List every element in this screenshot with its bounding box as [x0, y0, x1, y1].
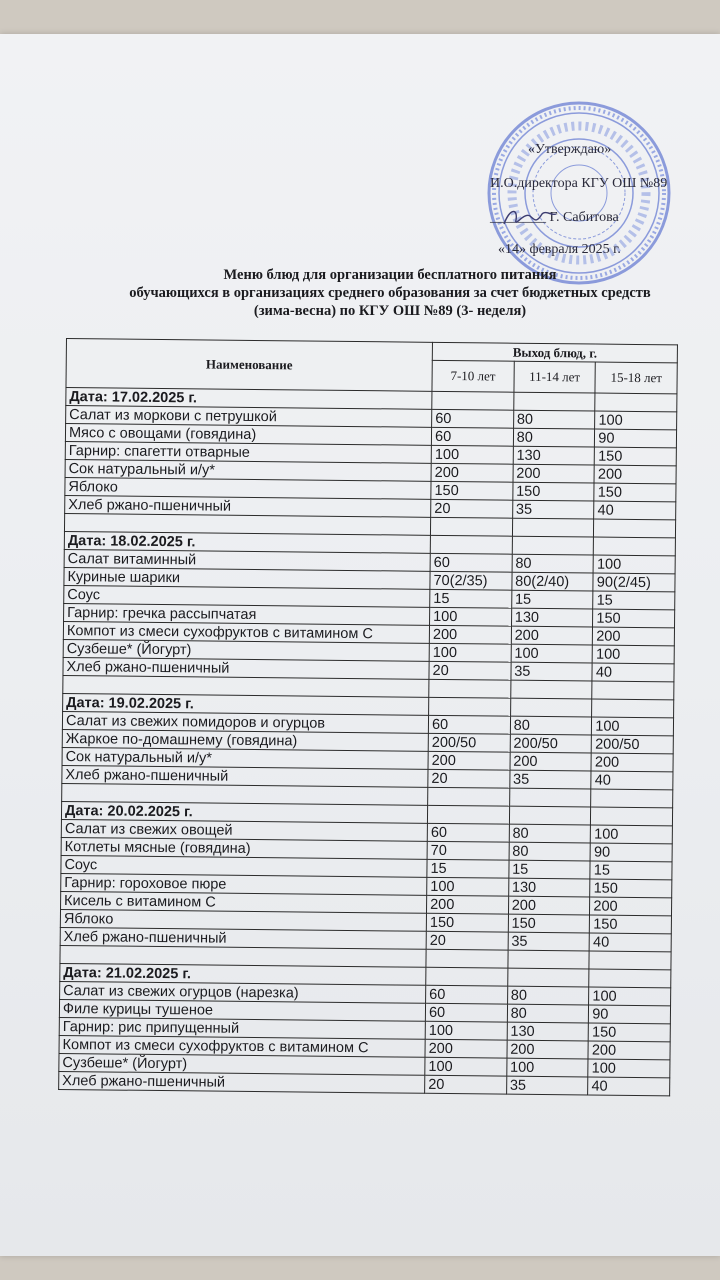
title-line-2: обучающихся в организациях среднего образования за счет бюджетных средств	[129, 285, 651, 301]
portion-value: 90	[590, 843, 672, 862]
portion-value: 100	[595, 411, 677, 430]
dish-name: Хлеб ржано-пшеничный	[60, 927, 426, 949]
portion-value: 70	[427, 841, 509, 860]
empty-cell	[509, 788, 591, 807]
portion-value: 200	[429, 625, 511, 644]
portion-value: 40	[588, 1077, 670, 1096]
dish-name: Кисель с витамином С	[61, 891, 427, 913]
portion-value: 150	[590, 915, 672, 934]
dish-name: Куриные шарики	[64, 567, 430, 589]
dish-name: Хлеб ржано-пшеничный	[65, 495, 431, 517]
portion-value: 100	[427, 877, 509, 896]
portion-value: 150	[593, 609, 675, 628]
portion-value: 15	[427, 859, 509, 878]
day-date: Дата: 21.02.2025 г.	[60, 963, 426, 985]
empty-cell	[428, 787, 510, 806]
portion-value: 100	[425, 1021, 507, 1040]
dish-name: Сок натуральный и/у*	[62, 747, 428, 769]
portion-value: 200	[591, 753, 673, 772]
portion-value: 90(2/45)	[593, 573, 675, 592]
portion-value: 200	[590, 897, 672, 916]
portion-value: 150	[595, 447, 677, 466]
empty-cell	[509, 806, 591, 825]
dish-name: Компот из смеси сухофруктов с витамином С	[59, 1035, 425, 1057]
portion-value: 35	[510, 770, 592, 789]
portion-value: 60	[426, 985, 508, 1004]
header-output: Выход блюд, г.	[432, 342, 677, 363]
portion-value: 60	[428, 715, 510, 734]
portion-value: 100	[592, 717, 674, 736]
portion-value: 35	[511, 662, 593, 681]
portion-value: 130	[507, 1022, 589, 1041]
portion-value: 100	[511, 644, 593, 663]
empty-cell	[508, 950, 590, 969]
day-date: Дата: 20.02.2025 г.	[61, 801, 427, 823]
empty-cell	[595, 393, 677, 412]
portion-value: 100	[429, 643, 511, 662]
portion-value: 130	[508, 878, 590, 897]
portion-value: 200	[513, 464, 595, 483]
portion-value: 15	[509, 860, 591, 879]
portion-value: 100	[431, 445, 513, 464]
portion-value: 20	[429, 661, 511, 680]
age-group-15-18: 15-18 лет	[595, 362, 677, 394]
portion-value: 40	[589, 933, 671, 952]
portion-value: 80	[509, 824, 591, 843]
portion-value: 100	[425, 1057, 507, 1076]
portion-value: 200	[425, 1039, 507, 1058]
dish-name: Гарнир: спагетти отварные	[65, 441, 431, 463]
dish-name: Яблоко	[65, 477, 431, 499]
empty-cell	[430, 535, 512, 554]
portion-value: 100	[506, 1058, 588, 1077]
dish-name: Хлеб ржано-пшеничный	[62, 765, 428, 787]
dish-name: Гарнир: гречка рассыпчатая	[64, 603, 430, 625]
dish-name: Сок натуральный и/у*	[65, 459, 431, 481]
empty-cell	[513, 392, 595, 411]
portion-value: 80	[512, 554, 594, 573]
empty-cell	[512, 518, 594, 537]
portion-value: 200	[431, 463, 513, 482]
portion-value: 200	[594, 465, 676, 484]
dish-name: Хлеб ржано-пшеничный	[59, 1071, 425, 1093]
portion-value: 150	[590, 879, 672, 898]
portion-value: 80	[507, 1004, 589, 1023]
portion-value: 20	[426, 931, 508, 950]
dish-name: Гарнир: гороховое пюре	[61, 873, 427, 895]
portion-value: 80	[510, 716, 592, 735]
portion-value: 200	[507, 1040, 589, 1059]
approval-caption: «Утверждаю»	[528, 142, 612, 157]
portion-value: 200	[588, 1041, 670, 1060]
approval-date: «14» февраля 2025 г.	[498, 242, 621, 257]
empty-cell	[426, 967, 508, 986]
portion-value: 90	[589, 1005, 671, 1024]
empty-cell	[429, 697, 511, 716]
dish-name: Жаркое по-домашнему (говядина)	[62, 729, 428, 751]
portion-value: 100	[430, 607, 512, 626]
portion-value: 35	[512, 500, 594, 519]
age-group-11-14: 11-14 лет	[514, 361, 596, 393]
portion-value: 35	[506, 1076, 588, 1095]
portion-value: 200	[510, 752, 592, 771]
dish-name: Салат из свежих огурцов (нарезка)	[60, 981, 426, 1003]
empty-cell	[510, 698, 592, 717]
portion-value: 80	[513, 428, 595, 447]
portion-value: 20	[431, 499, 513, 518]
empty-cell	[428, 805, 510, 824]
dish-name: Мясо с овощами (говядина)	[65, 424, 431, 446]
portion-value: 80	[507, 986, 589, 1005]
dish-name: Гарнир: рис припущенный	[59, 1017, 425, 1039]
day-date: Дата: 19.02.2025 г.	[63, 693, 429, 715]
dish-name: Салат витаминный	[64, 549, 430, 571]
portion-value: 90	[595, 429, 677, 448]
portion-value: 15	[430, 589, 512, 608]
dish-name: Сузбеше* (Йогурт)	[63, 639, 429, 661]
portion-value: 200	[508, 896, 590, 915]
handwritten-signature	[500, 202, 560, 232]
dish-name: Хлеб ржано-пшеничный	[63, 657, 429, 679]
official-stamp	[486, 100, 672, 286]
dish-name: Котлеты мясные (говядина)	[61, 837, 427, 859]
dish-name: Филе курицы тушеное	[59, 999, 425, 1021]
portion-value: 100	[591, 825, 673, 844]
empty-cell	[591, 789, 673, 808]
approval-signatory: ________ Г. Сабитова	[490, 210, 619, 225]
portion-value: 40	[594, 501, 676, 520]
portion-value: 200	[593, 627, 675, 646]
portion-value: 100	[593, 555, 675, 574]
empty-cell	[507, 968, 589, 987]
day-date: Дата: 18.02.2025 г.	[64, 531, 430, 553]
portion-value: 60	[432, 409, 514, 428]
portion-value: 40	[592, 663, 674, 682]
dish-name: Салат из свежих помидоров и огурцов	[62, 711, 428, 733]
empty-cell	[510, 680, 592, 699]
empty-cell	[589, 951, 671, 970]
portion-value: 60	[430, 553, 512, 572]
empty-cell	[592, 681, 674, 700]
portion-value: 15	[590, 861, 672, 880]
dish-name: Компот из смеси сухофруктов с витамином С	[63, 621, 429, 643]
portion-value: 200/50	[428, 733, 510, 752]
portion-value: 150	[426, 913, 508, 932]
portion-value: 40	[591, 771, 673, 790]
portion-value: 200/50	[592, 735, 674, 754]
portion-value: 150	[589, 1023, 671, 1042]
portion-value: 60	[431, 427, 513, 446]
header-name: Наименование	[66, 339, 433, 392]
portion-value: 80	[513, 410, 595, 429]
document-page	[0, 34, 720, 1256]
portion-value: 150	[508, 914, 590, 933]
dish-name: Яблоко	[60, 909, 426, 931]
title-line-1: Меню блюд для организации бесплатного питания	[223, 267, 557, 283]
approval-position: И.О.директора КГУ ОШ №89	[490, 176, 668, 191]
menu-table	[58, 338, 678, 1096]
dish-name: Сузбеше* (Йогурт)	[59, 1053, 425, 1075]
portion-value: 200/50	[510, 734, 592, 753]
empty-cell	[594, 519, 676, 538]
empty-cell	[591, 807, 673, 826]
document-title	[90, 266, 690, 320]
portion-value: 35	[508, 932, 590, 951]
dish-name: Салат из свежих овощей	[61, 819, 427, 841]
portion-value: 130	[511, 608, 593, 627]
empty-cell	[594, 537, 676, 556]
title-line-3: (зима-весна) по КГУ ОШ №89 (3- неделя)	[253, 303, 527, 319]
portion-value: 100	[589, 987, 671, 1006]
empty-cell	[431, 517, 513, 536]
portion-value: 20	[428, 769, 510, 788]
age-group-7-10: 7-10 лет	[432, 360, 514, 392]
portion-value: 150	[513, 482, 595, 501]
portion-value: 80(2/40)	[512, 572, 594, 591]
empty-cell	[512, 536, 594, 555]
dish-name: Соус	[61, 855, 427, 877]
portion-value: 200	[511, 626, 593, 645]
empty-cell	[589, 969, 671, 988]
day-date: Дата: 17.02.2025 г.	[66, 388, 432, 410]
empty-cell	[432, 391, 514, 410]
portion-value: 100	[592, 645, 674, 664]
portion-value: 80	[509, 842, 591, 861]
dish-name: Салат из моркови с петрушкой	[66, 406, 432, 428]
portion-value: 15	[593, 591, 675, 610]
empty-cell	[592, 699, 674, 718]
portion-value: 70(2/35)	[430, 571, 512, 590]
portion-value: 100	[588, 1059, 670, 1078]
portion-value: 200	[427, 895, 509, 914]
empty-cell	[426, 949, 508, 968]
portion-value: 130	[513, 446, 595, 465]
portion-value: 60	[427, 823, 509, 842]
portion-value: 150	[594, 483, 676, 502]
portion-value: 150	[431, 481, 513, 500]
portion-value: 60	[425, 1003, 507, 1022]
portion-value: 200	[428, 751, 510, 770]
dish-name: Соус	[64, 585, 430, 607]
portion-value: 20	[425, 1075, 507, 1094]
portion-value: 15	[511, 590, 593, 609]
empty-cell	[429, 679, 511, 698]
